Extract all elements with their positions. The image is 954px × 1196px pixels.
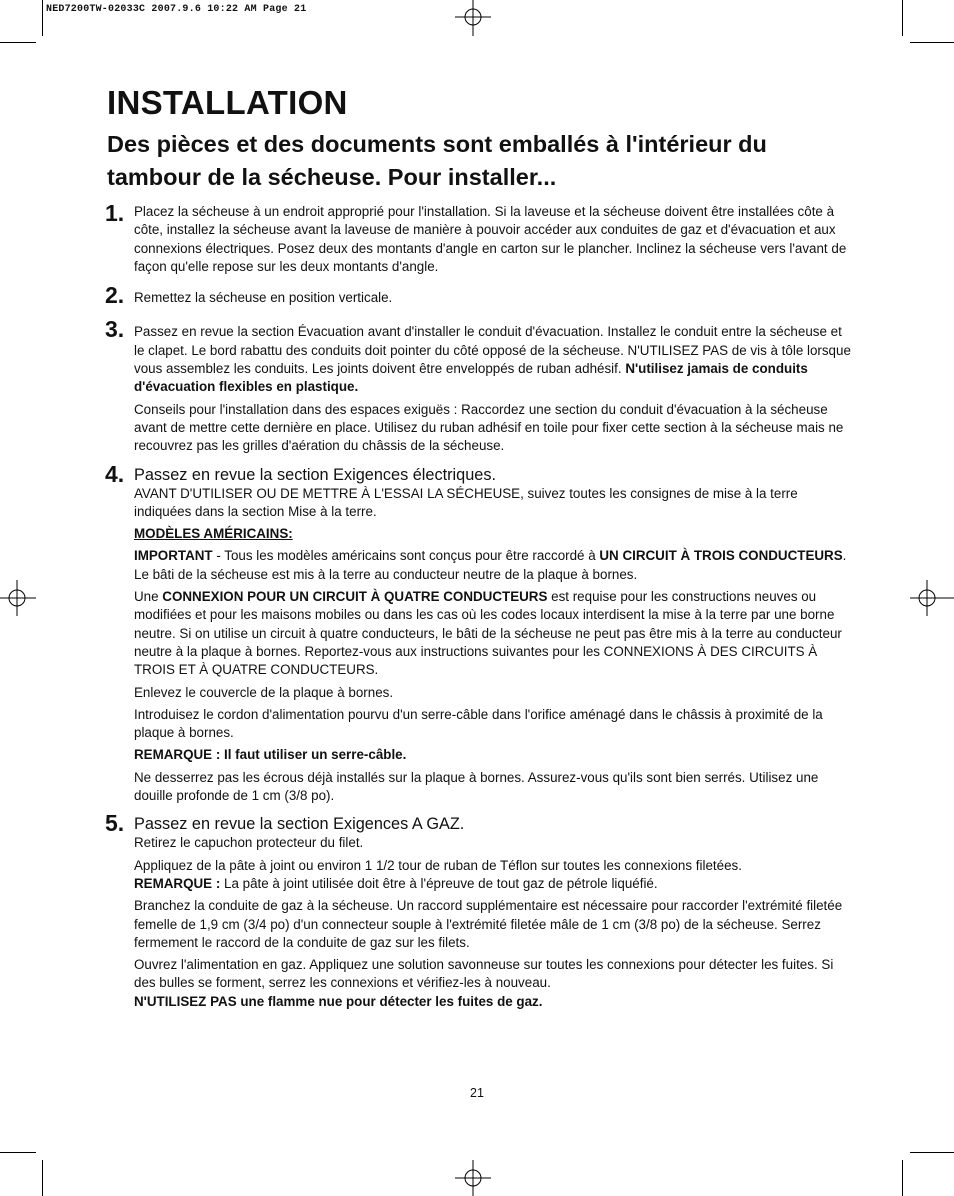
crop-mark-bottom-right-h: [910, 1152, 954, 1153]
four-wire-emphasis: CONNEXION POUR UN CIRCUIT À QUATRE CONDUCTEURS: [162, 589, 548, 605]
crop-mark-bottom-left-h: [0, 1152, 36, 1153]
nuts-paragraph: Ne desserrez pas les écrous déjà installés sur la plaque à bornes. Assurez-vous qu'ils sont bien serrés. Utilisez une douille profonde de 1 cm (3/8 po).: [134, 769, 819, 804]
page-number: 21: [470, 1086, 484, 1100]
registration-mark-left: [0, 575, 36, 621]
registration-mark-right: [910, 575, 954, 621]
crop-mark-top-left-v: [42, 0, 43, 36]
leak-test-text: Ouvrez l'alimentation en gaz. Appliquez une solution savonneuse sur toutes les connexions pour détecter les fuites. Si des bulles se forment, serrez les connexions et vérifiez-les à nouveau.: [134, 957, 834, 991]
important-emphasis: UN CIRCUIT À TROIS CONDUCTEURS: [599, 548, 843, 564]
section-heading: MODÈLES AMÉRICAINS:: [134, 526, 293, 542]
step-lead: Passez en revue la section Exigences A GAZ.: [134, 815, 465, 834]
page-subtitle: Des pièces et des documents sont emballés à l'intérieur du tambour de la sécheuse. Pour installer...: [107, 131, 767, 190]
sealant-remarque-text: La pâte à joint utilisée doit être à l'épreuve de tout gaz de pétrole liquéfié.: [220, 875, 658, 891]
step-number: 5.: [105, 810, 125, 837]
leak-test-warning: N'UTILISEZ PAS une flamme nue pour détecter les fuites de gaz.: [134, 993, 543, 1009]
cover-paragraph: Enlevez le couvercle de la plaque à bornes.: [134, 684, 394, 700]
important-paragraph: [134, 547, 852, 584]
cord-paragraph: Introduisez le cordon d'alimentation pourvu d'un serre-câble dans l'orifice aménagé dans le châssis à proximité de la plaque à bornes.: [134, 706, 823, 741]
leak-test-paragraph: [134, 956, 852, 1011]
crop-mark-bottom-right-v: [902, 1160, 903, 1196]
important-label: IMPORTANT: [134, 548, 213, 564]
step-number: 3.: [105, 316, 125, 343]
step-lead: Passez en revue la section Exigences électriques.: [134, 465, 497, 484]
step-5: [105, 810, 852, 1011]
crop-mark-top-right-v: [902, 0, 903, 36]
sealant-paragraph: [134, 857, 852, 894]
page-title: INSTALLATION: [107, 84, 348, 121]
step-number: 2.: [105, 282, 125, 309]
sealant-remarque-label: REMARQUE :: [134, 875, 221, 891]
registration-mark-top: [450, 0, 496, 36]
tips-paragraph: Conseils pour l'installation dans des espaces exiguës : Raccordez une section du conduit d'évacuation à la sécheuse avant de mettre cette dernière en place. Utilisez du ruban adhésif en toile pour fixer cette section à la sécheuse mais ne recouvrez pas les grilles d'aération du châssis de la sécheuse.: [134, 401, 844, 454]
four-wire-text-end: est requise pour les constructions neuves ou modifiées et pour les maisons mobiles ou dans les cas où les codes locaux interdisent la mise à la terre par une borne neutre. Si on utilise un circuit à quatre conducteurs, le bâti de la sécheuse ne peut pas être mis à la terre au conducteur neutre à la plaque à bornes. Reportez-vous aux instructions suivantes pour les CONNEXIONS À DES CIRCUITS À TROIS ET À QUATRE CONDUCTEURS.: [134, 589, 842, 678]
warning-text: N'utilisez jamais de conduits d'évacuation flexibles en plastique.: [134, 361, 808, 395]
step-4: [105, 460, 852, 806]
sealant-text: Appliquez de la pâte à joint ou environ 1 1/2 tour de ruban de Téflon sur toutes les connexions filetées.: [134, 857, 742, 873]
four-wire-text: Une: [134, 589, 163, 605]
step-text: Placez la sécheuse à un endroit approprié pour l'installation. Si la laveuse et la sécheuse doivent être installées côte à côte, installez la sécheuse avant la laveuse de manière à pouvoir accéder aux conduites de gaz et d'évacuation et aux connexions électriques. Posez deux des montants d'angle en carton sur le plancher. Inclinez la sécheuse vers l'avant de façon qu'elle repose sur les deux montants d'angle.: [134, 204, 847, 274]
step-1: [105, 200, 852, 276]
step-text: [134, 323, 852, 396]
important-text: - Tous les modèles américains sont conçus pour être raccordé à: [212, 548, 600, 564]
cap-paragraph: Retirez le capuchon protecteur du filet.: [134, 835, 364, 851]
step-text: Remettez la sécheuse en position verticale.: [134, 290, 393, 306]
step-3: [105, 316, 852, 455]
step-2: [105, 282, 852, 309]
gas-line-paragraph: Branchez la conduite de gaz à la sécheuse. Un raccord supplémentaire est nécessaire pour raccorder l'extrémité filetée femelle de 1,9 cm (3/4 po) d'un connecteur souple à l'extrémité filetée mâle de 1 cm (3/8 po) de la sécheuse. Serrez fermement le raccord de la conduite de gaz sur les filets.: [134, 898, 843, 950]
crop-mark-bottom-left-v: [42, 1160, 43, 1196]
registration-mark-bottom: [450, 1160, 496, 1196]
step-number: 4.: [105, 460, 125, 487]
installation-steps: [105, 200, 852, 1011]
crop-mark-top-left-h: [0, 42, 36, 43]
important-text-end: . Le bâti de la sécheuse est mis à la terre au conducteur neutre de la plaque à bornes.: [134, 548, 847, 582]
print-slug: NED7200TW-02033C 2007.9.6 10:22 AM Page 21: [46, 4, 307, 15]
crop-mark-top-right-h: [910, 42, 954, 43]
step-text-plain: Passez en revue la section Évacuation avant d'installer le conduit d'évacuation. Installez le conduit entre la sécheuse et le clapet. Le bord rabattu des conduits doit pointer du côté opposé de la sécheuse. N'UTILISEZ PAS de vis à tôle lorsque vous assemblez les conduits. Les joints doivent être enveloppés de ruban adhésif.: [134, 324, 851, 377]
four-wire-paragraph: [134, 588, 852, 679]
step-number: 1.: [105, 200, 125, 226]
grounding-paragraph: AVANT D'UTILISER OU DE METTRE À L'ESSAI LA SÉCHEUSE, suivez toutes les consignes de mise à la terre indiquées dans la section Mise à la terre.: [134, 485, 798, 519]
remarque-paragraph: REMARQUE : Il faut utiliser un serre-câble.: [134, 747, 407, 763]
